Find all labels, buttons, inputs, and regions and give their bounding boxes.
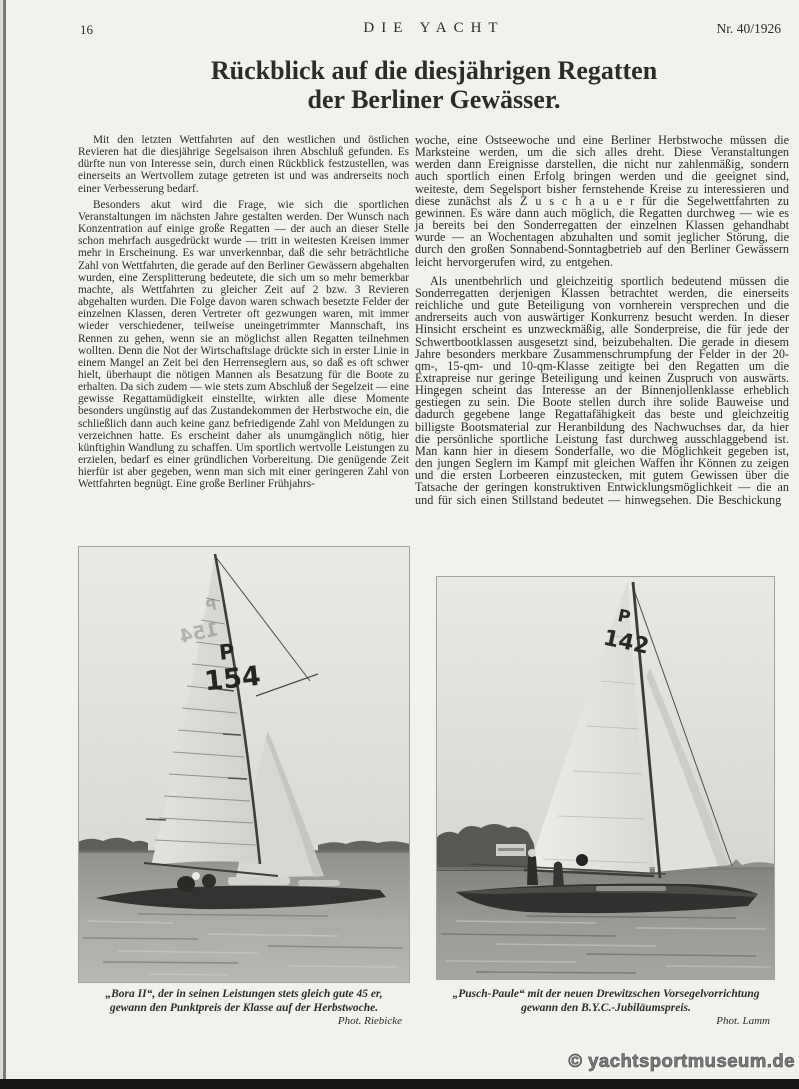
- left-text-column: [78, 134, 409, 491]
- paragraph: Besonders akut wird die Frage, wie sich die sportlichen Veranstaltungen im nächsten Jahre gestalten werden. Der Wunsch nach Konzentration auf einige große Regatten — der auch an dieser Stelle schon mehrfach ausgedrückt wurde — tritt in weitesten Kreisen immer mehr in Erscheinung. Es war unverkennbar, daß die sehr beträchtliche Zahl von Wettfahrten, die gerade auf den Berliner Gewässern abgehalten wurden, eine Zersplitterung bedeutete, die sich um so mehr bemerkbar machte, als Wettfahrten zu gleicher Zeit auf 2 bzw. 3 Revieren abgehalten wurden. Die Folge davon waren schwach besetzte Felder der einzelnen Klassen, deren Vertreter oft gezwungen waren, mit immer wieder verschiedener, teilweise uneingetrimmter Mannschaft, ins Rennen zu gehen, wenn sie an möglichst allen Regatten teilnehmen wollten. Denn die Not der Wirtschaftslage drückte sich in erster Linie in einem Mangel an Zeit bei den Herrenseglern aus, so daß es oft schwer hielt, überhaupt die nötigen Mannen als Besatzung für die Boote zu erhalten. Da sich zudem — wie stets zum Abschluß der Segelzeit — eine gewisse Regattamüdigkeit einstellte, wirkten alle diese Momente besonders ungünstig auf das Zustandekommen der Herbstwoche ein, die schließlich dann auch keine ganz befriedigende Zahl von Meldungen zu verzeichnen hatte. Es erscheint daher als unumgänglich nötig, hier künftighin Wandlung zu schaffen. Um sportlich wertvolle Leistungen zu erzielen, bedarf es einer gründlichen Vorbereitung. Die genügende Zeit hierfür ist aber gegeben, wenn man sich mit einer geringeren Zahl von Wettfahrten begnügt. Eine große Berliner Frühjahrs-: [78, 198, 409, 491]
- paragraph: Als unentbehrlich und gleichzeitig sportlich bedeutend müssen die Sonderregatten derjenigen Klassen betrachtet werden, die einerseits reichliche und gute Beteiligung von vornherein versprechen und die andrerseits auch von auswärtiger Konkurrenz besucht werden. In dieser Hinsicht erscheint es unzweckmäßig, alle Sonderpreise, die für jede der Schwertbootklassen ausgesetzt sind, beizubehalten. Die gerade in diesem Jahre besonders merkbare Zusammenschrumpfung der Felder in der 20-qm-, 15-qm- und 10-qm-Klasse zeitigte bei den Regatten um die Extrapreise nur geringe Beteiligung und keinen Zuspruch von auswärts. Hingegen scheint das Interesse an der Binnenjollenklasse erheblich gestiegen zu sein. Die Boote stellen durch ihre solide Bauweise und dadurch gegebene lange Regattafähigkeit das beste und gleichzeitig billigste Bootsmaterial zur Heranbildung des Nachwuchses dar, da hier die persönliche sportliche Leistung fast durchweg ausschlaggebend ist. Man kann hier in diesem Sonderfalle, wo die Möglichkeit gegeben ist, den jungen Seglern im Kampf mit gleichen Waffen ihr Können zu zeigen und die ersten Lorbeeren einzustecken, mit gutem Gewissen über die Tatsache der geringen konstruktiven Entwicklungsmöglichkeit — die an und für sich einen Stillstand bedeutet — hinwegsehen. Die Beschickung: [415, 273, 789, 507]
- right-text-column: [415, 134, 789, 506]
- article-title-line2: der Berliner Gewässer.: [307, 85, 561, 114]
- caption-right-line2: gewann den B.Y.C.-Jubiläumspreis.: [521, 1001, 691, 1014]
- caption-left-line1: „Bora II“, der in seinen Leistungen stets gleich gute 45 er,: [105, 988, 383, 1000]
- caption-left: [74, 988, 414, 1029]
- photo-credit-left: Phot. Riebicke: [337, 1015, 402, 1027]
- page-header: [0, 20, 799, 40]
- scan-edge-line: [3, 0, 6, 1082]
- scan-bottom-bar: [0, 1079, 799, 1089]
- watermark: © yachtsportmuseum.de: [568, 1050, 795, 1071]
- sailboat-photo-bora: [78, 546, 410, 983]
- article-title-line1: Rückblick auf die diesjährigen Regatten: [210, 56, 658, 85]
- sailboat-photo-bora-image: [78, 546, 410, 983]
- caption-right: [430, 988, 782, 1029]
- paragraph: Mit den letzten Wettfahrten auf den westlichen und östlichen Revieren hat die diesjährige Segelsaison ihren Abschluß gefunden. Es dürfte nun von Interesse sein, durch einen Rückblick festzustellen, was einerseits an Wertvollem zutage getreten ist und was andrerseits noch einer Verbesserung bedarf.: [78, 134, 409, 195]
- article-title: [0, 56, 799, 114]
- sailboat-photo-pusch-paule: [436, 576, 775, 980]
- caption-left-line2: gewann den Punktpreis der Klasse auf der Herbstwoche.: [109, 1001, 379, 1014]
- page-number: 16: [80, 22, 93, 37]
- caption-right-line1: „Pusch-Paule“ mit der neuen Drewitzschen Vorsegelvorrichtung: [452, 988, 760, 1000]
- paragraph: woche, eine Ostseewoche und eine Berliner Herbstwoche müssen die Marksteine werden, um die sich alles dreht. Diese Veranstaltungen werden dann Ereignisse darstellen, die nicht nur zahlenmäßig, sondern auch sportlich einen Erfolg bringen werden und die geeignet sind, weiteste, dem Segelsport bisher fernstehende Kreise zu interessieren und diese zunächst als Z u s c h a u e r für die Segelwettfahrten zu gewinnen. Es wäre dann auch möglich, die Regatten durchweg — wie es ja bereits bei den Sonderregatten der einzelnen Klassen gehandhabt wurde — an Wochentagen abzuhalten und somit jeglicher Störung, die durch den großen Sonnabend-Sonntagbetrieb auf den Berliner Gewässern leicht hervorgerufen wird, zu entgehen.: [415, 133, 789, 269]
- masthead-title: DIE YACHT: [363, 20, 505, 36]
- photo-credit-right: Phot. Lamm: [716, 1015, 770, 1027]
- sailboat-photo-pusch-paule-image: [436, 576, 775, 980]
- issue-number: Nr. 40/1926: [716, 21, 781, 36]
